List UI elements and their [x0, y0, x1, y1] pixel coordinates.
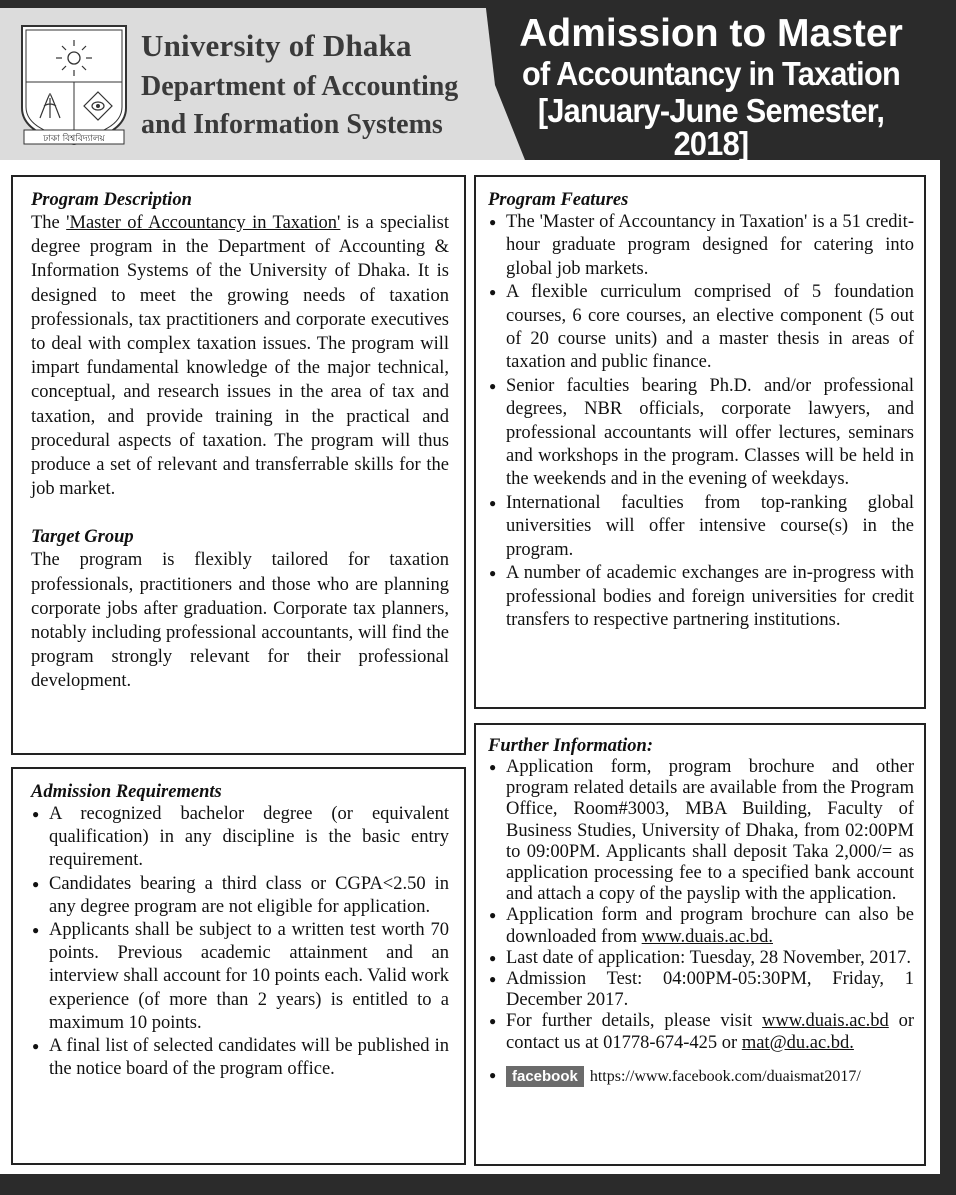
list-item: ● Application form, program brochure and other program related details are available from the Program Office, Room#3003, MBA Building, Faculty of Business Studies, University of Dhaka, from 02:00PM to 09:00PM. Applicants shall deposit Taka 2,000/= as application processing fee to a specified bank account and attach a copy of the payslip with the application. — [488, 757, 914, 905]
download-text: Application form and program brochure can also be downloaded from — [506, 905, 914, 947]
program-description-text — [31, 211, 449, 501]
program-description-body: is a specialist degree program in the Department of Accounting & Information Systems of the University of Dhaka. It is designed to meet the growing needs of taxation professionals, tax practitioners and corporate executives to deal with complex taxation issues. The program will impart fundamental knowledge of the major technical, conceptual, and research issues in the area of tax and taxation, and provide training in the practical and procedural aspects of taxation. The program will thus produce a set of relevant and transferrable skills for the job market. — [31, 213, 449, 500]
list-item: ● Applicants shall be subject to a written test worth 70 points. Previous academic attainment and an interview shall account for 10 points each. Valid work experience (of more than 2 years) is entitled to a maximum 10 points. — [31, 919, 449, 1035]
facebook-url[interactable]: https://www.facebook.com/duaismat2017/ — [589, 1067, 861, 1085]
program-features-heading: Program Features — [488, 190, 629, 210]
list-item — [488, 1011, 914, 1053]
university-name: University of Dhaka — [141, 28, 412, 63]
list-item: ● The 'Master of Accountancy in Taxation' is a 51 credit-hour graduate program designed for catering into global job markets. — [488, 211, 914, 281]
list-item — [488, 905, 914, 947]
details-text: For further details, please visit — [506, 1011, 763, 1032]
target-group-text: The program is flexibly tailored for taxation professionals, practitioners and those who are planning corporate jobs after graduation. Corporate tax planners, notably including professional accountants, will find the program strongly relevant for their professional development. — [31, 550, 449, 692]
department-line-1: Department of Accounting — [141, 71, 459, 102]
further-information-box — [474, 723, 926, 1166]
website-link-2[interactable]: www.duais.ac.bd — [762, 1011, 889, 1032]
seal-text: ঢাকা বিশ্ববিদ্যালয় — [43, 134, 105, 144]
page-frame-right — [940, 160, 956, 1195]
header-top-strip — [0, 0, 956, 8]
admission-requirements-box — [11, 767, 466, 1165]
header-banner — [0, 0, 956, 160]
department-line-2: and Information Systems — [141, 109, 443, 140]
admission-title — [495, 14, 927, 160]
program-description-prefix: The — [31, 213, 67, 233]
bullet-icon: ● — [489, 1067, 497, 1082]
contact-text: or contact us at 01778-674-425 or — [506, 1011, 914, 1053]
list-item: ● Senior faculties bearing Ph.D. and/or professional degrees, NBR officials, corporate lawyers, and professional accountants will offer lectures, seminars and workshops in the program. Classes will be held in the weekends and in the evening of weekdays. — [488, 375, 914, 492]
university-seal-icon — [16, 22, 132, 148]
admission-requirements-heading: Admission Requirements — [31, 782, 222, 802]
facebook-line — [488, 1066, 914, 1087]
facebook-icon: facebook — [506, 1066, 584, 1087]
list-item: ● Admission Test: 04:00PM-05:30PM, Friday, 1 December 2017. — [488, 969, 914, 1011]
title-line-1: Admission to Master — [519, 12, 903, 55]
list-item: ● A final list of selected candidates will be published in the notice board of the program office. — [31, 1035, 449, 1081]
program-name-underlined: 'Master of Accountancy in Taxation' — [66, 213, 341, 233]
page-frame-bottom — [0, 1174, 956, 1195]
list-item: ● A flexible curriculum comprised of 5 foundation courses, 6 core courses, an elective component (5 out of 20 course units) and a master thesis in areas of taxation and public finance. — [488, 281, 914, 375]
list-item: ● International faculties from top-ranking global universities will offer intensive course(s) in the program. — [488, 492, 914, 562]
list-item: ● Candidates bearing a third class or CGPA<2.50 in any degree program are not eligible for application. — [31, 873, 449, 919]
program-description-heading: Program Description — [31, 190, 192, 210]
program-features-list — [488, 211, 914, 632]
list-item: ● A recognized bachelor degree (or equivalent qualification) in any discipline is the basic entry requirement. — [31, 803, 449, 873]
title-line-3: [January-June Semester, 2018] — [537, 92, 885, 162]
admission-requirements-list — [31, 803, 449, 1081]
program-description-box — [11, 175, 466, 755]
list-item: ● Last date of application: Tuesday, 28 November, 2017. — [488, 948, 914, 969]
further-information-list — [488, 757, 914, 1054]
email-link[interactable]: mat@du.ac.bd. — [741, 1032, 854, 1053]
website-link[interactable]: www.duais.ac.bd. — [641, 926, 773, 947]
title-line-2: of Accountancy in Taxation — [522, 55, 900, 92]
target-group-heading: Target Group — [31, 527, 134, 548]
list-item: ● A number of academic exchanges are in-progress with professional bodies and foreign universities for credit transfers to respective partnering institutions. — [488, 562, 914, 632]
program-features-box — [474, 175, 926, 709]
further-information-heading: Further Information: — [488, 736, 654, 756]
department-name — [141, 68, 481, 144]
